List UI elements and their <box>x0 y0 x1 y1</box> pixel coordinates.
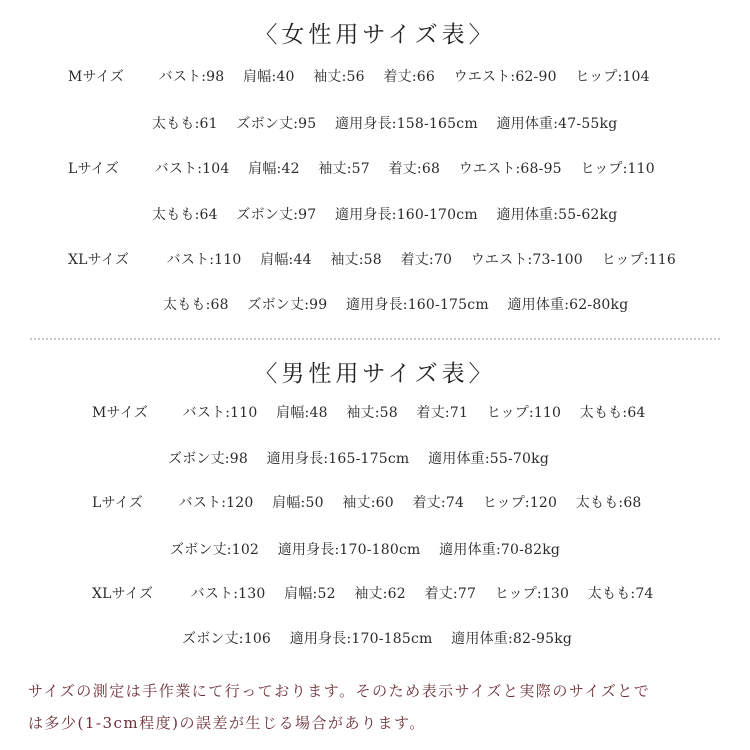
women-l-label: Lサイズ <box>68 161 119 177</box>
men-l-label: Lサイズ <box>92 495 143 511</box>
men-m-bust: バスト:110 <box>182 405 258 421</box>
women-m-thigh: 太もも:61 <box>152 116 218 132</box>
women-m-length: 着丈:66 <box>383 69 435 85</box>
women-xl-row2 <box>163 294 628 314</box>
women-size-table-title: 〈女性用サイズ表〉 <box>254 22 496 48</box>
measurement-note-line1: サイズの測定は手作業にて行っております。そのため表示サイズと実際のサイズとで <box>28 682 651 700</box>
men-xl-shoulder: 肩幅:52 <box>284 586 336 602</box>
women-l-row1 <box>68 158 655 178</box>
men-xl-hip: ヒップ:130 <box>494 586 570 602</box>
women-l-row2 <box>152 204 617 224</box>
women-l-sleeve: 袖丈:57 <box>318 161 370 177</box>
men-l-shoulder: 肩幅:50 <box>272 495 324 511</box>
women-m-height: 適用身長:158-165cm <box>334 116 478 132</box>
women-xl-shoulder: 肩幅:44 <box>260 252 312 268</box>
women-l-weight: 適用体重:55-62kg <box>496 207 618 223</box>
men-l-hip: ヒップ:120 <box>482 495 558 511</box>
men-xl-length: 着丈:77 <box>424 586 477 602</box>
women-xl-weight: 適用体重:62-80kg <box>507 297 629 313</box>
women-m-bust: バスト:98 <box>158 69 225 85</box>
men-xl-label: XLサイズ <box>92 586 154 602</box>
women-m-hip: ヒップ:104 <box>575 69 650 85</box>
women-l-length: 着丈:68 <box>388 161 441 177</box>
men-m-weight: 適用体重:55-70kg <box>428 451 549 467</box>
women-l-pants-length: ズボン丈:97 <box>236 207 317 223</box>
women-xl-row1 <box>68 249 676 269</box>
men-xl-thigh: 太もも:74 <box>587 586 654 602</box>
women-l-shoulder: 肩幅:42 <box>248 161 300 177</box>
men-l-pants-length: ズボン丈:102 <box>170 542 260 558</box>
men-m-length: 着丈:71 <box>416 405 469 421</box>
women-m-pants-length: ズボン丈:95 <box>236 116 317 132</box>
women-m-shoulder: 肩幅:40 <box>243 69 295 85</box>
men-xl-row1 <box>92 583 654 603</box>
women-l-thigh: 太もも:64 <box>152 207 218 223</box>
women-xl-length: 着丈:70 <box>400 252 453 268</box>
women-m-row1 <box>68 66 650 86</box>
men-xl-bust: バスト:130 <box>190 586 266 602</box>
women-m-waist: ウエスト:62-90 <box>453 69 557 85</box>
men-xl-sleeve: 袖丈:62 <box>354 586 406 602</box>
men-m-sleeve: 袖丈:58 <box>346 405 398 421</box>
women-l-bust: バスト:104 <box>154 161 230 177</box>
women-xl-hip: ヒップ:116 <box>601 252 676 268</box>
men-l-row1 <box>92 492 642 512</box>
women-l-waist: ウエスト:68-95 <box>458 161 562 177</box>
women-xl-height: 適用身長:160-175cm <box>345 297 489 313</box>
women-l-hip: ヒップ:110 <box>580 161 655 177</box>
men-xl-weight: 適用体重:82-95kg <box>451 631 573 647</box>
women-xl-bust: バスト:110 <box>166 252 242 268</box>
men-l-height: 適用身長:170-180cm <box>277 542 421 558</box>
measurement-note-line2: は多少(1-3cm程度)の誤差が生じる場合があります。 <box>28 714 426 732</box>
men-m-label: Mサイズ <box>92 405 149 421</box>
women-xl-thigh: 太もも:68 <box>163 297 229 313</box>
women-m-row2 <box>152 113 617 133</box>
men-l-weight: 適用体重:70-82kg <box>439 542 561 558</box>
men-l-length: 着丈:74 <box>412 495 465 511</box>
men-size-table-title: 〈男性用サイズ表〉 <box>254 361 496 387</box>
women-m-label: Mサイズ <box>68 69 125 85</box>
section-divider <box>30 338 720 340</box>
men-xl-pants-length: ズボン丈:106 <box>182 631 272 647</box>
women-m-sleeve: 袖丈:56 <box>313 69 365 85</box>
women-m-weight: 適用体重:47-55kg <box>496 116 618 132</box>
men-m-hip: ヒップ:110 <box>486 405 562 421</box>
women-xl-waist: ウエスト:73-100 <box>470 252 583 268</box>
men-m-thigh: 太もも:64 <box>579 405 646 421</box>
men-l-bust: バスト:120 <box>178 495 254 511</box>
men-m-row2 <box>168 448 549 468</box>
men-m-pants-length: ズボン丈:98 <box>168 451 248 467</box>
men-l-sleeve: 袖丈:60 <box>342 495 394 511</box>
men-xl-height: 適用身長:170-185cm <box>289 631 433 647</box>
women-xl-label: XLサイズ <box>68 252 130 268</box>
women-xl-sleeve: 袖丈:58 <box>330 252 382 268</box>
men-m-height: 適用身長:165-175cm <box>266 451 410 467</box>
men-m-row1 <box>92 402 646 422</box>
men-xl-row2 <box>182 628 572 648</box>
women-xl-pants-length: ズボン丈:99 <box>247 297 328 313</box>
women-l-height: 適用身長:160-170cm <box>334 207 478 223</box>
men-l-row2 <box>170 539 560 559</box>
men-l-thigh: 太もも:68 <box>575 495 642 511</box>
men-m-shoulder: 肩幅:48 <box>276 405 328 421</box>
